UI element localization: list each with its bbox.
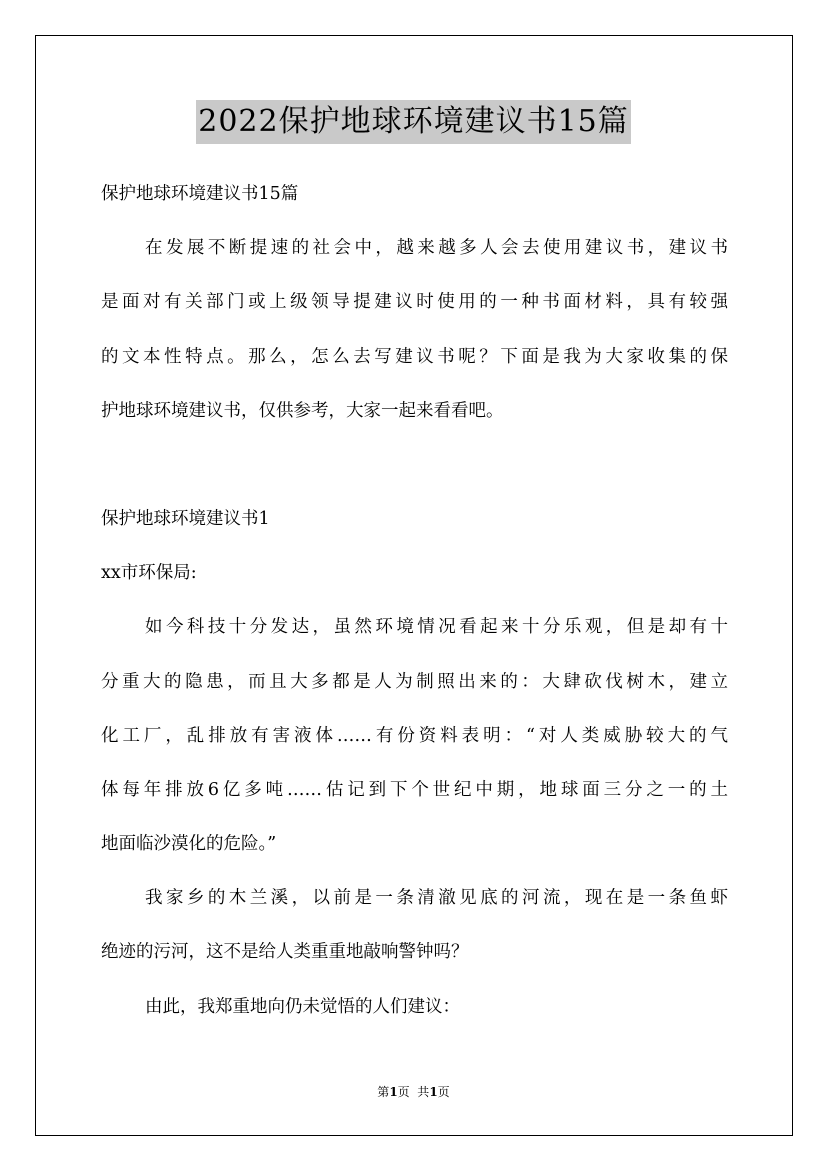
paragraph-line: 绝迹的污河，这不是给人类重重地敲响警钟吗？ <box>101 942 469 962</box>
intro-line: 在发展不断提速的社会中，越来越多人会去使用建议书，建议书 <box>145 238 728 258</box>
intro-line: 是面对有关部门或上级领导提建议时使用的一种书面材料，具有较强 <box>101 292 728 312</box>
section-heading: 保护地球环境建议书1 <box>101 509 270 529</box>
total-pages-number: 1 <box>429 1085 438 1099</box>
footer-mid: 页 共 <box>397 1085 430 1099</box>
title-container <box>0 100 827 144</box>
subtitle: 保护地球环境建议书15篇 <box>101 184 299 204</box>
paragraph-line: 由此，我郑重地向仍未觉悟的人们建议： <box>145 997 460 1017</box>
paragraph-line: 分重大的隐患，而且大多都是人为制照出来的：大肆砍伐树木，建立 <box>101 672 728 692</box>
salutation: xx市环保局: <box>101 563 197 583</box>
current-page-number: 1 <box>389 1085 398 1099</box>
intro-line: 护地球环境建议书，仅供参考，大家一起来看看吧。 <box>101 401 504 421</box>
footer-prefix: 第 <box>377 1085 390 1099</box>
paragraph-line: 体每年排放6亿多吨……估记到下个世纪中期，地球面三分之一的土 <box>101 780 728 800</box>
paragraph-line: 化工厂，乱排放有害液体……有份资料表明：“对人类威胁较大的气 <box>101 726 728 746</box>
page-footer <box>0 1083 827 1100</box>
footer-suffix: 页 <box>437 1085 450 1099</box>
paragraph-line: 我家乡的木兰溪，以前是一条清澈见底的河流，现在是一条鱼虾 <box>145 888 728 908</box>
intro-line: 的文本性特点。那么，怎么去写建议书呢？下面是我为大家收集的保 <box>101 347 728 367</box>
paragraph-line: 地面临沙漠化的危险。” <box>101 834 277 854</box>
paragraph-line: 如今科技十分发达，虽然环境情况看起来十分乐观，但是却有十 <box>145 617 728 637</box>
document-title: 2022保护地球环境建议书15篇 <box>196 100 631 144</box>
